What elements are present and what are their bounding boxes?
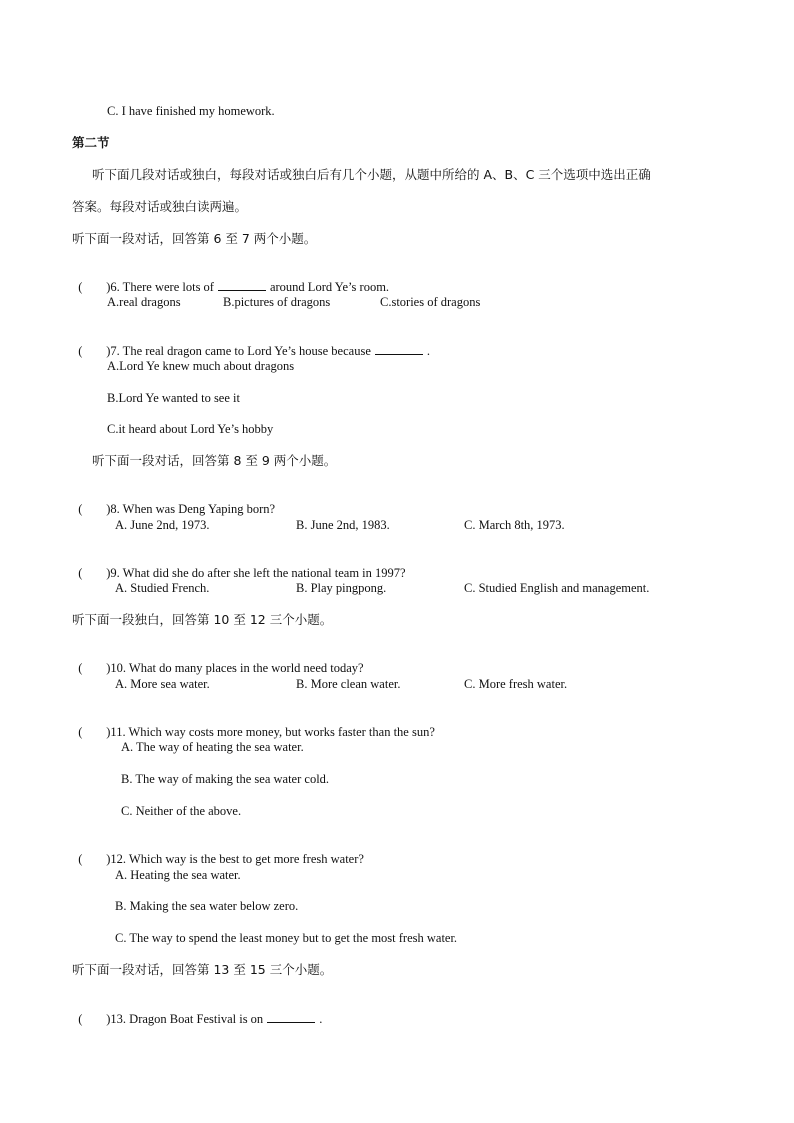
q8-option-c: C. March 8th, 1973. bbox=[464, 518, 565, 532]
q7-option-c: C.it heard about Lord Ye’s hobby bbox=[107, 422, 274, 436]
q11-option-a: A. The way of heating the sea water. bbox=[121, 740, 304, 754]
intro-13-15: 听下面一段对话，回答第 13 至 15 三个小题。 bbox=[72, 962, 333, 977]
q11-option-c: C. Neither of the above. bbox=[121, 804, 242, 818]
question-11-stem: )11. Which way costs more money, but works faster than the sun? bbox=[106, 725, 435, 739]
q9-option-c: C. Studied English and management. bbox=[464, 581, 650, 595]
q6-option-c: C.stories of dragons bbox=[380, 295, 481, 309]
answer-paren[interactable]: ( bbox=[78, 1012, 83, 1026]
question-11 bbox=[72, 708, 435, 740]
q7-option-a: A.Lord Ye knew much about dragons bbox=[107, 359, 295, 373]
intro-6-7: 听下面一段对话，回答第 6 至 7 两个小题。 bbox=[72, 231, 317, 246]
question-6-stem: )6. There were lots of bbox=[106, 280, 214, 294]
q7-option-b: B.Lord Ye wanted to see it bbox=[107, 391, 240, 405]
answer-blank bbox=[375, 342, 423, 355]
q10-option-c: C. More fresh water. bbox=[464, 677, 568, 691]
question-12-stem: )12. Which way is the best to get more fresh water? bbox=[106, 852, 364, 866]
question-9 bbox=[72, 549, 406, 581]
answer-paren[interactable]: ( bbox=[78, 280, 83, 294]
q10-option-b: B. More clean water. bbox=[296, 677, 401, 691]
question-13-stem: )13. Dragon Boat Festival is on bbox=[106, 1012, 264, 1026]
answer-paren[interactable]: ( bbox=[78, 852, 83, 866]
answer-paren[interactable]: ( bbox=[78, 344, 83, 358]
question-8 bbox=[72, 485, 275, 517]
q12-option-b: B. Making the sea water below zero. bbox=[115, 899, 299, 913]
question-6-stem-end: around Lord Ye’s room. bbox=[269, 280, 390, 294]
q12-option-a: A. Heating the sea water. bbox=[115, 868, 241, 882]
question-8-stem: )8. When was Deng Yaping born? bbox=[106, 502, 276, 516]
question-13 bbox=[72, 994, 322, 1027]
question-6 bbox=[72, 262, 389, 295]
q6-option-a: A.real dragons bbox=[107, 295, 181, 309]
q11-option-b: B. The way of making the sea water cold. bbox=[121, 772, 330, 786]
question-7-stem-end: . bbox=[426, 344, 430, 358]
question-13-stem-end: . bbox=[319, 1012, 323, 1026]
instructions-line-1: 听下面几段对话或独白，每段对话或独白后有几个小题，从题中所给的 A、B、C 三个选项中选出正确 bbox=[92, 167, 651, 182]
answer-paren[interactable]: ( bbox=[78, 566, 83, 580]
q9-option-b: B. Play pingpong. bbox=[296, 581, 387, 595]
prev-option-c: C. I have finished my homework. bbox=[107, 104, 275, 118]
q10-option-a: A. More sea water. bbox=[115, 677, 210, 691]
q6-option-b: B.pictures of dragons bbox=[223, 295, 331, 309]
question-12 bbox=[72, 835, 364, 867]
instructions-line-2: 答案。每段对话或独白读两遍。 bbox=[72, 199, 248, 214]
question-7 bbox=[72, 326, 430, 359]
q9-option-a: A. Studied French. bbox=[115, 581, 210, 595]
question-7-stem: )7. The real dragon came to Lord Ye’s house because bbox=[106, 344, 371, 358]
intro-10-12: 听下面一段独白，回答第 10 至 12 三个小题。 bbox=[72, 612, 333, 627]
intro-8-9: 听下面一段对话，回答第 8 至 9 两个小题。 bbox=[92, 453, 337, 468]
question-10-stem: )10. What do many places in the world need today? bbox=[106, 661, 364, 675]
answer-paren[interactable]: ( bbox=[78, 661, 83, 675]
q12-option-c: C. The way to spend the least money but to get the most fresh water. bbox=[115, 931, 458, 945]
q8-option-a: A. June 2nd, 1973. bbox=[115, 518, 210, 532]
answer-paren[interactable]: ( bbox=[78, 502, 83, 516]
answer-paren[interactable]: ( bbox=[78, 725, 83, 739]
question-9-stem: )9. What did she do after she left the national team in 1997? bbox=[106, 566, 406, 580]
section-title: 第二节 bbox=[72, 135, 110, 150]
question-10 bbox=[72, 644, 364, 676]
answer-blank bbox=[267, 1010, 315, 1023]
q8-option-b: B. June 2nd, 1983. bbox=[296, 518, 390, 532]
answer-blank bbox=[218, 278, 266, 291]
